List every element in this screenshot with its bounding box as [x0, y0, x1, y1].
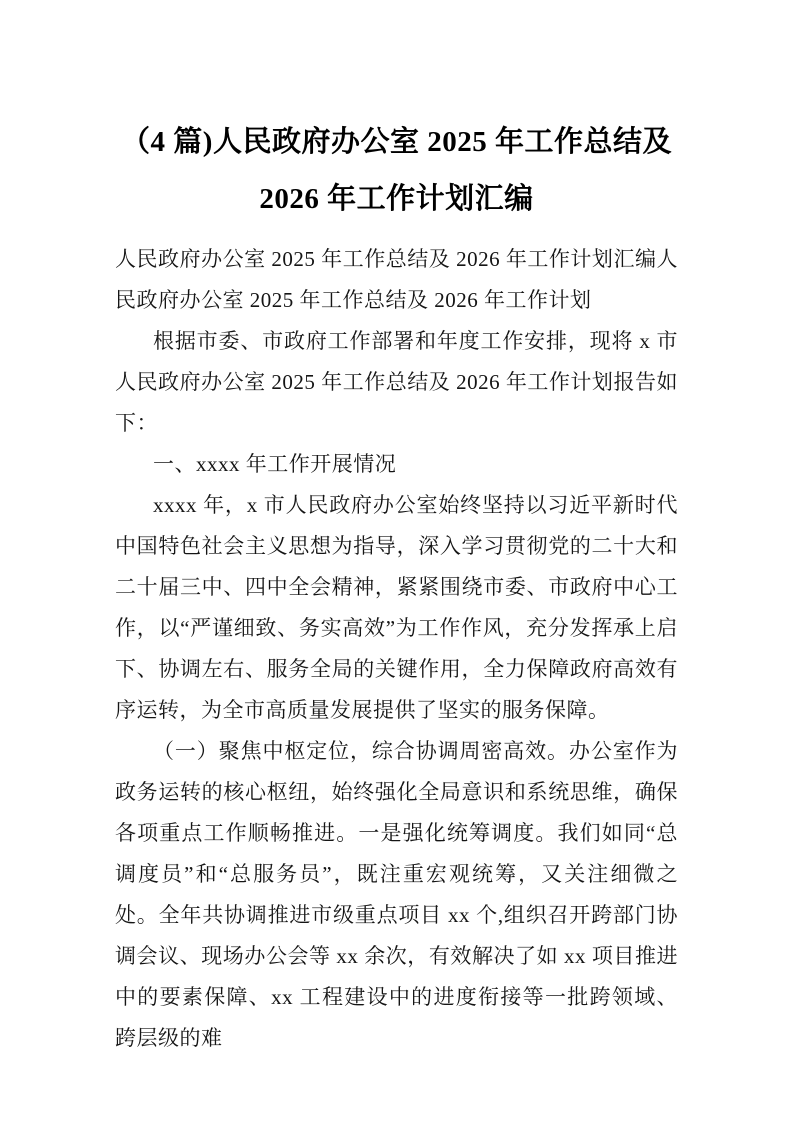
- paragraph-report-basis: 根据市委、市政府工作部署和年度工作安排，现将 x 市人民政府办公室 2025 年工作总结及 2026 年工作计划报告如下：: [115, 329, 678, 435]
- document-title: （4 篇)人民政府办公室 2025 年工作总结及 2026 年工作计划汇编: [121, 126, 672, 215]
- paragraph-section-one-heading: 一、xxxx 年工作开展情况: [153, 452, 397, 476]
- document-body: [0, 239, 793, 1059]
- paragraph-compilation-heading: 人民政府办公室 2025 年工作总结及 2026 年工作计划汇编人民政府办公室 2025 年工作总结及 2026 年工作计划: [115, 247, 678, 312]
- paragraph-subsection-coordination: （一）聚焦中枢定位，综合协调周密高效。办公室作为政务运转的核心枢纽，始终强化全局意识和系统思维，确保各项重点工作顺畅推进。一是强化统筹调度。我们如同“总调度员”和“总服务员”，既注重宏观统筹，又关注细微之处。全年共协调推进市级重点项目 xx 个,组织召开跨部门协调会议、现场办公会等 xx 余次，有效解决了如 xx 项目推进中的要素保障、xx 工程建设中的进度衔接等一批跨领域、跨层级的难: [115, 739, 678, 1050]
- paragraph-work-overview: xxxx 年，x 市人民政府办公室始终坚持以习近平新时代中国特色社会主义思想为指导，深入学习贯彻党的二十大和二十届三中、四中全会精神，紧紧围绕市委、市政府中心工作，以“严谨细致、务实高效”为工作作风，充分发挥承上启下、协调左右、服务全局的关键作用，全力保障政府高效有序运转，为全市高质量发展提供了坚实的服务保障。: [115, 493, 678, 722]
